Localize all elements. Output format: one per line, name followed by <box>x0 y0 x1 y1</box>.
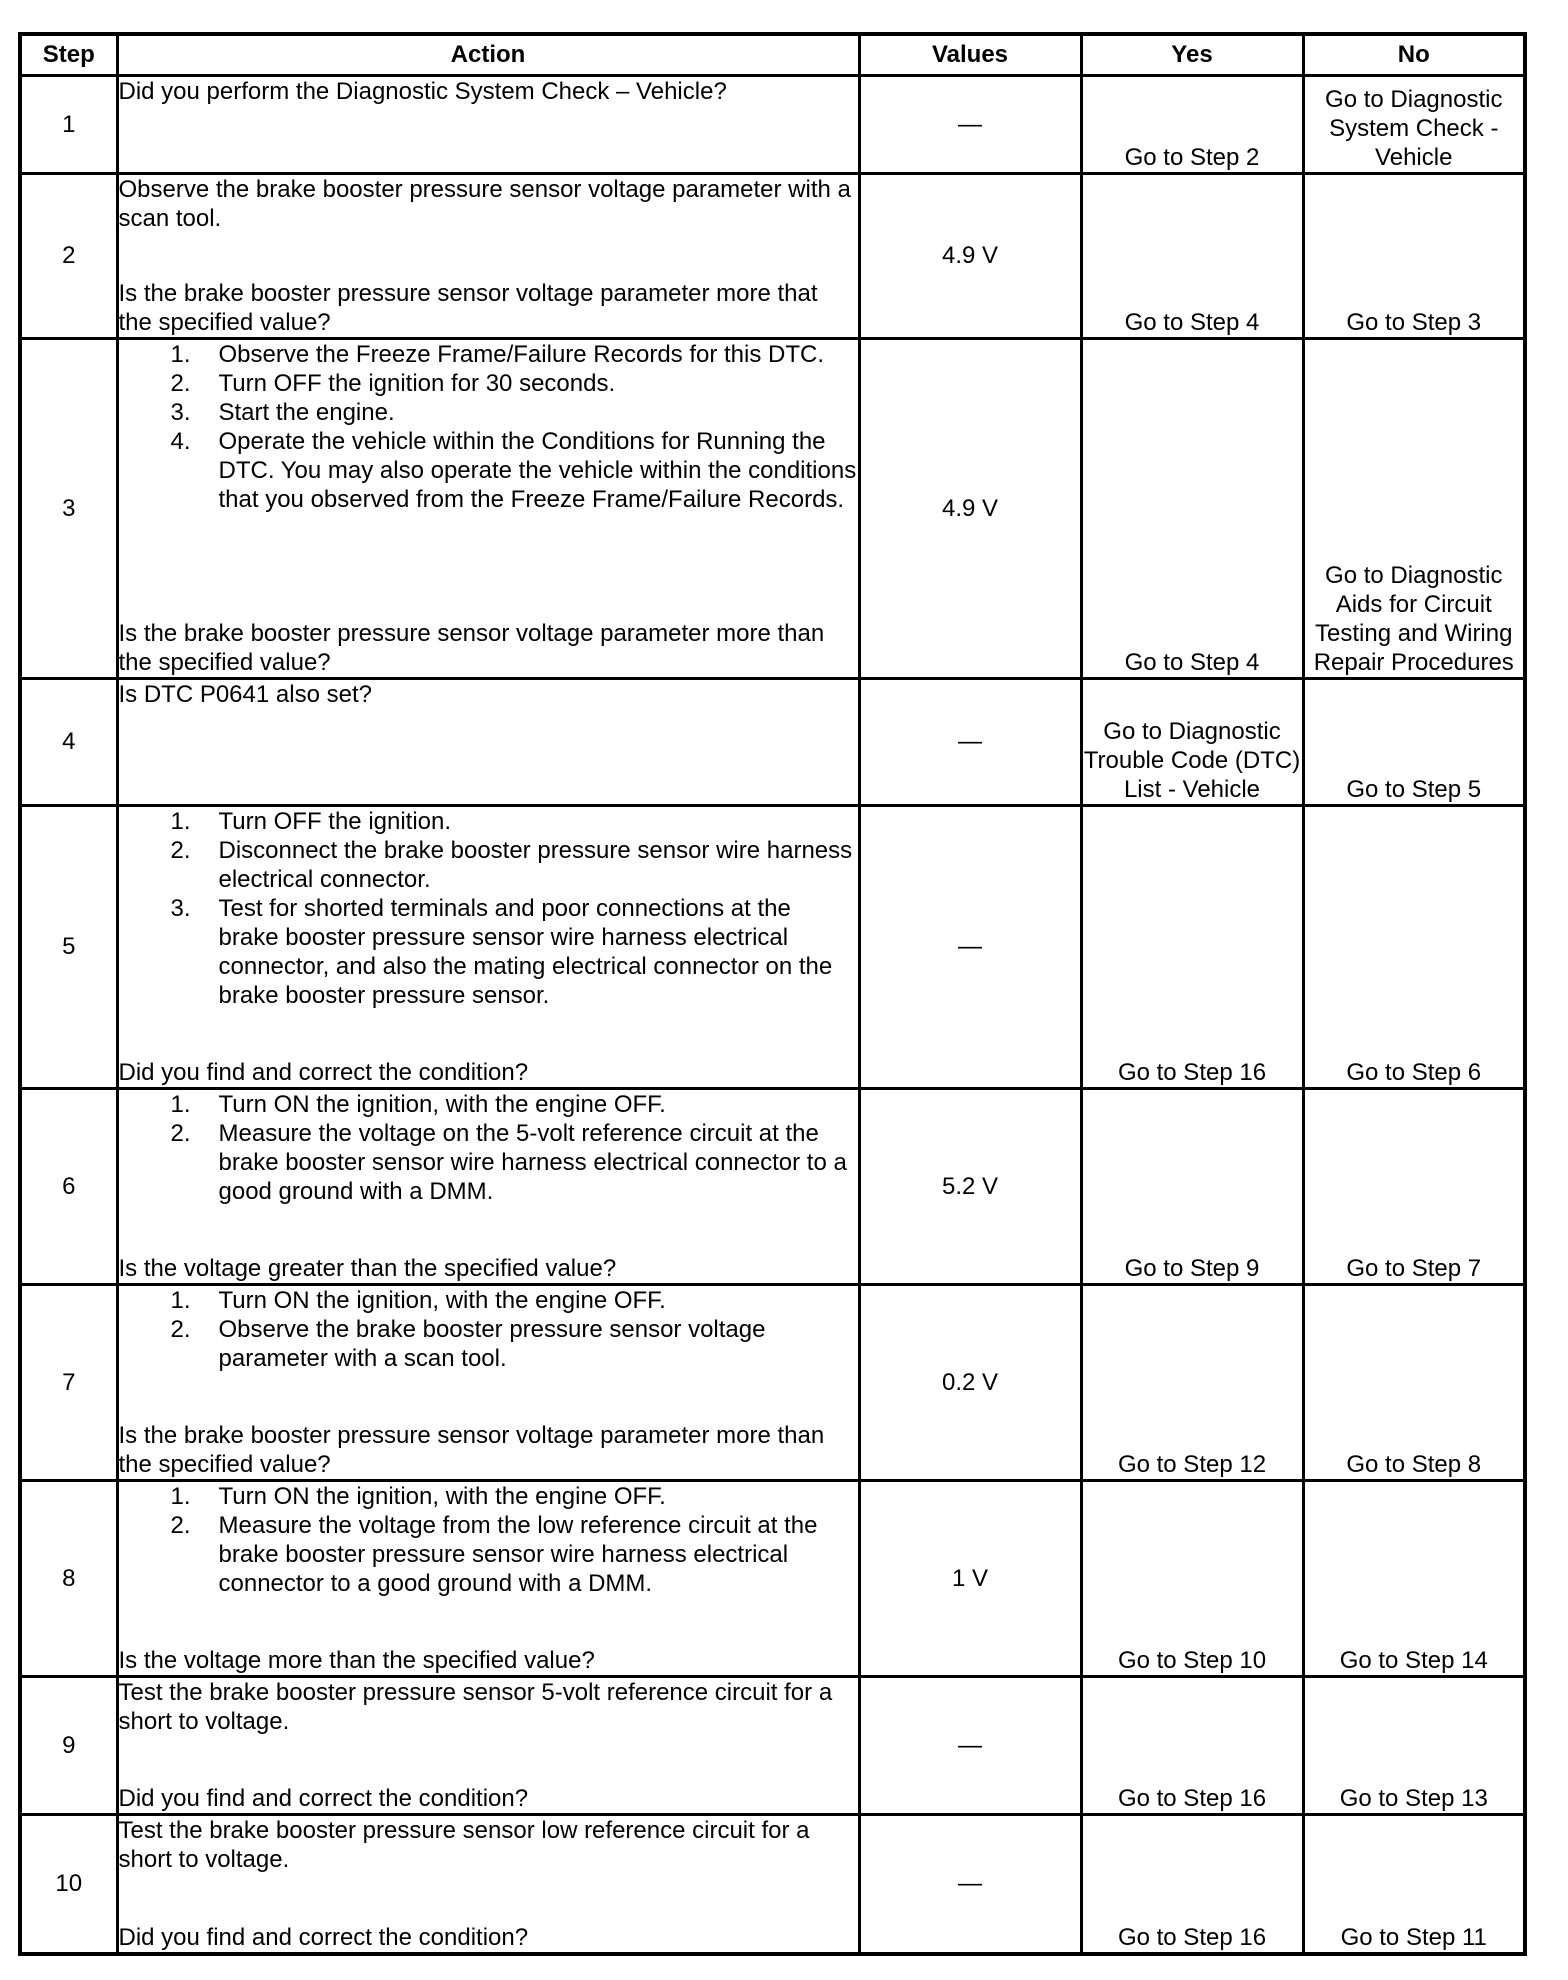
value-cell: 4.9 V <box>859 339 1081 679</box>
action-content <box>119 175 858 337</box>
substep-number: 2. <box>170 837 191 864</box>
substep-text: Turn ON the ignition, with the engine OFF. <box>218 1287 666 1314</box>
substep-text: Start the engine. <box>218 399 395 426</box>
substep-item <box>119 836 858 894</box>
substep-item <box>119 894 858 1010</box>
no-cell: Go to Diagnostic Aids for Circuit Testing and Wiring Repair Procedures <box>1303 339 1525 679</box>
action-cell <box>117 174 859 339</box>
substep-number: 3. <box>170 895 191 922</box>
action-cell <box>117 1815 859 1954</box>
action-intro: Test the brake booster pressure sensor 5-volt reference circuit for a short to voltage. <box>118 1679 833 1735</box>
action-content <box>119 1286 858 1479</box>
header-step: Step <box>20 34 117 76</box>
table-row <box>20 1815 1525 1954</box>
substep-item <box>119 1315 858 1373</box>
header-yes: Yes <box>1081 34 1303 76</box>
action-content <box>119 1482 858 1675</box>
substep-text: Turn ON the ignition, with the engine OFF. <box>218 1483 666 1510</box>
step-number: 10 <box>20 1815 117 1954</box>
substep-text: Turn OFF the ignition for 30 seconds. <box>218 370 616 397</box>
substep-text: Disconnect the brake booster pressure sensor wire harness electrical connector. <box>218 837 853 893</box>
value-cell: 0.2 V <box>859 1285 1081 1481</box>
substep-number: 3. <box>170 399 191 426</box>
step-number: 4 <box>20 679 117 806</box>
substep-text: Measure the voltage on the 5-volt reference circuit at the brake booster sensor wire harness electrical connector to a good ground with a DMM. <box>218 1120 847 1205</box>
no-cell: Go to Step 5 <box>1303 679 1525 806</box>
action-cell <box>117 339 859 679</box>
substep-number: 1. <box>170 1287 191 1314</box>
substep-number: 2. <box>170 1316 191 1343</box>
step-number: 3 <box>20 339 117 679</box>
no-cell: Go to Step 14 <box>1303 1481 1525 1677</box>
action-content <box>119 1678 858 1813</box>
value-cell: 1 V <box>859 1481 1081 1677</box>
no-cell: Go to Diagnostic System Check - Vehicle <box>1303 76 1525 174</box>
step-number: 2 <box>20 174 117 339</box>
substep-number: 1. <box>170 341 191 368</box>
value-cell: — <box>859 1815 1081 1954</box>
substep-number: 2. <box>170 1512 191 1539</box>
header-values: Values <box>859 34 1081 76</box>
substep-item <box>119 427 858 514</box>
action-content <box>119 1816 858 1952</box>
substep-item <box>119 1286 858 1315</box>
substep-number: 1. <box>170 808 191 835</box>
substep-text: Observe the Freeze Frame/Failure Records for this DTC. <box>218 341 825 368</box>
yes-cell: Go to Step 10 <box>1081 1481 1303 1677</box>
action-question: Is the brake booster pressure sensor voltage parameter more than the specified value? <box>118 1422 825 1478</box>
yes-cell: Go to Step 16 <box>1081 806 1303 1089</box>
table-row <box>20 1285 1525 1481</box>
no-cell: Go to Step 6 <box>1303 806 1525 1089</box>
yes-cell: Go to Step 16 <box>1081 1677 1303 1815</box>
table-row <box>20 1677 1525 1815</box>
no-cell: Go to Step 11 <box>1303 1815 1525 1954</box>
header-row <box>20 34 1525 76</box>
substep-item <box>119 807 858 836</box>
no-cell: Go to Step 7 <box>1303 1089 1525 1285</box>
table-row <box>20 339 1525 679</box>
substep-number: 1. <box>170 1483 191 1510</box>
action-content <box>119 77 858 172</box>
header-no: No <box>1303 34 1525 76</box>
substep-list <box>119 1090 858 1206</box>
no-cell: Go to Step 3 <box>1303 174 1525 339</box>
table-row <box>20 1089 1525 1285</box>
value-cell: 5.2 V <box>859 1089 1081 1285</box>
substep-list <box>119 1482 858 1598</box>
action-content <box>119 340 858 677</box>
yes-cell: Go to Step 16 <box>1081 1815 1303 1954</box>
table-body <box>20 76 1525 1954</box>
value-cell: — <box>859 76 1081 174</box>
action-cell <box>117 679 859 806</box>
table-row <box>20 679 1525 806</box>
action-intro: Test the brake booster pressure sensor low reference circuit for a short to voltage. <box>118 1817 810 1873</box>
action-content <box>119 807 858 1087</box>
substep-number: 2. <box>170 1120 191 1147</box>
table-row <box>20 174 1525 339</box>
action-cell <box>117 1089 859 1285</box>
table-row <box>20 76 1525 174</box>
header-action: Action <box>117 34 859 76</box>
step-number: 5 <box>20 806 117 1089</box>
action-question: Is the brake booster pressure sensor voltage parameter more that the specified value? <box>118 280 818 336</box>
table-row <box>20 806 1525 1089</box>
substep-item <box>119 398 858 427</box>
substep-item <box>119 369 858 398</box>
substep-list <box>119 1286 858 1373</box>
step-number: 7 <box>20 1285 117 1481</box>
action-cell <box>117 1677 859 1815</box>
substep-text: Test for shorted terminals and poor connections at the brake booster pressure sensor wire harness electrical connector, and also the mating electrical connector on the brake booster pressure sensor. <box>218 895 833 1009</box>
action-intro: Did you perform the Diagnostic System Check – Vehicle? <box>118 78 727 105</box>
step-number: 6 <box>20 1089 117 1285</box>
action-cell <box>117 1481 859 1677</box>
action-question: Did you find and correct the condition? <box>118 1923 529 1951</box>
substep-item <box>119 1119 858 1206</box>
substep-text: Measure the voltage from the low reference circuit at the brake booster pressure sensor wire harness electrical connector to a good ground with a DMM. <box>218 1512 818 1597</box>
value-cell: — <box>859 679 1081 806</box>
value-cell: 4.9 V <box>859 174 1081 339</box>
action-question: Is the voltage more than the specified value? <box>118 1647 595 1674</box>
substep-list <box>119 807 858 1010</box>
substep-item <box>119 1090 858 1119</box>
action-content <box>119 1090 858 1283</box>
substep-item <box>119 1482 858 1511</box>
action-question: Did you find and correct the condition? <box>118 1059 529 1086</box>
action-question: Did you find and correct the condition? <box>118 1785 529 1812</box>
action-question: Is the voltage greater than the specified value? <box>118 1255 617 1282</box>
substep-text: Observe the brake booster pressure sensor voltage parameter with a scan tool. <box>218 1316 766 1372</box>
action-cell <box>117 1285 859 1481</box>
yes-cell: Go to Step 2 <box>1081 76 1303 174</box>
substep-item <box>119 340 858 369</box>
yes-cell: Go to Step 4 <box>1081 339 1303 679</box>
yes-cell: Go to Step 12 <box>1081 1285 1303 1481</box>
yes-cell: Go to Step 9 <box>1081 1089 1303 1285</box>
substep-text: Turn ON the ignition, with the engine OFF. <box>218 1091 666 1118</box>
substep-text: Turn OFF the ignition. <box>218 808 452 835</box>
step-number: 9 <box>20 1677 117 1815</box>
substep-number: 1. <box>170 1091 191 1118</box>
yes-cell: Go to Diagnostic Trouble Code (DTC) List - Vehicle <box>1081 679 1303 806</box>
step-number: 1 <box>20 76 117 174</box>
value-cell: — <box>859 806 1081 1089</box>
value-cell: — <box>859 1677 1081 1815</box>
substep-list <box>119 340 858 514</box>
substep-number: 2. <box>170 370 191 397</box>
action-question: Is the brake booster pressure sensor voltage parameter more than the specified value? <box>118 620 825 676</box>
substep-number: 4. <box>170 428 191 455</box>
table-row <box>20 1481 1525 1677</box>
no-cell: Go to Step 13 <box>1303 1677 1525 1815</box>
no-cell: Go to Step 8 <box>1303 1285 1525 1481</box>
action-intro: Is DTC P0641 also set? <box>118 681 372 708</box>
substep-item <box>119 1511 858 1598</box>
action-cell <box>117 76 859 174</box>
step-number: 8 <box>20 1481 117 1677</box>
diagnostic-table <box>18 32 1527 1956</box>
substep-text: Operate the vehicle within the Conditions for Running the DTC. You may also operate the vehicle within the conditions that you observed from the Freeze Frame/Failure Records. <box>218 428 857 513</box>
yes-cell: Go to Step 4 <box>1081 174 1303 339</box>
action-content <box>119 680 858 804</box>
action-cell <box>117 806 859 1089</box>
action-intro: Observe the brake booster pressure sensor voltage parameter with a scan tool. <box>118 176 851 232</box>
